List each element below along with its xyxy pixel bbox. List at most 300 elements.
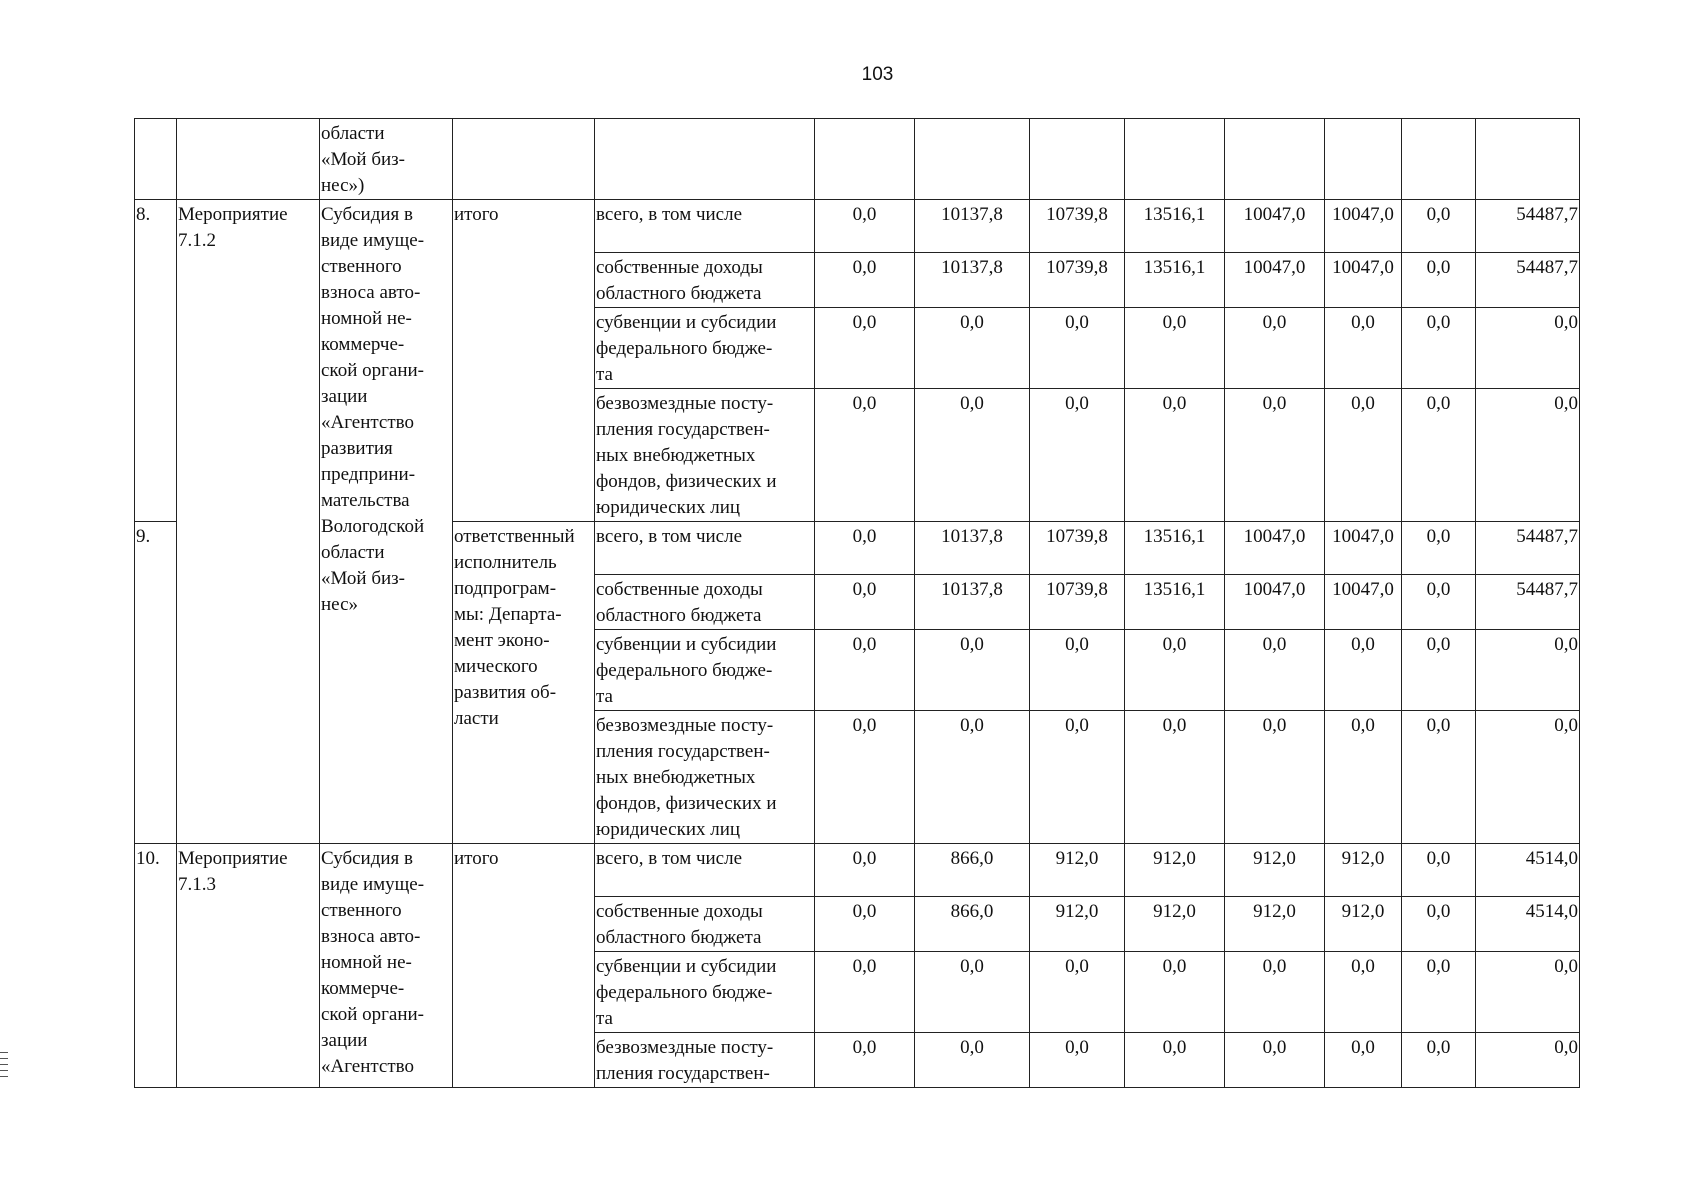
cell-value (1325, 1033, 1402, 1088)
value-text: 912,0 (1341, 848, 1385, 869)
cell-value (815, 522, 915, 575)
cell-value (1476, 711, 1580, 844)
value-text: 4514,0 (1525, 848, 1578, 869)
cell-event (177, 844, 320, 1088)
text-line: ласти (454, 708, 499, 729)
value-text: 866,0 (950, 901, 994, 922)
cell-value (1225, 897, 1325, 952)
scan-edge-marks (0, 1052, 8, 1092)
text-line: ных внебюджетных (596, 767, 756, 788)
value-text: 0,0 (1554, 715, 1578, 736)
text-line: безвозмездные посту- (596, 393, 774, 414)
cell-value (815, 200, 915, 253)
cell-value (815, 253, 915, 308)
cell-value (1325, 844, 1402, 897)
value-text: 0,0 (852, 901, 877, 922)
cell-source (595, 119, 815, 200)
value-text: 0,0 (1162, 393, 1187, 414)
cell-value (1125, 119, 1225, 200)
value-text: 4514,0 (1525, 901, 1578, 922)
value-text: 0,0 (960, 634, 984, 655)
table-row (135, 119, 1580, 200)
text-line: зации (321, 386, 368, 407)
row-number: 8. (136, 204, 151, 225)
value-text: 10739,8 (1046, 257, 1108, 278)
cell-value (1325, 119, 1402, 200)
value-text: 0,0 (1554, 956, 1578, 977)
text-line: федерального бюдже- (596, 338, 773, 359)
cell-value (1476, 1033, 1580, 1088)
value-text: 10047,0 (1332, 204, 1394, 225)
cell-source (595, 897, 815, 952)
cell-value (1402, 119, 1476, 200)
cell-value (1402, 200, 1476, 253)
value-text: 54487,7 (1516, 204, 1578, 225)
value-text: 10047,0 (1243, 257, 1306, 278)
value-text: 0,0 (1162, 634, 1187, 655)
cell-value (1125, 522, 1225, 575)
value-text: 0,0 (1426, 848, 1451, 869)
text-line: развития (321, 438, 393, 459)
text-line: всего, в том числе (596, 204, 743, 225)
cell-value (815, 630, 915, 711)
cell-value (1125, 630, 1225, 711)
text-line: та (596, 1008, 613, 1029)
text-line: всего, в том числе (596, 526, 743, 547)
value-text: 0,0 (1426, 312, 1451, 333)
text-line: пления государствен- (596, 741, 770, 762)
value-text: 54487,7 (1516, 579, 1578, 600)
cell-event (177, 119, 320, 200)
cell-value (1476, 119, 1580, 200)
cell-event (177, 200, 320, 844)
value-text: 10137,8 (941, 257, 1003, 278)
cell-value (915, 1033, 1030, 1088)
cell-source (595, 844, 815, 897)
cell-source (595, 308, 815, 389)
text-line: областного бюджета (596, 927, 762, 948)
value-text: 10739,8 (1046, 204, 1108, 225)
value-text: 10047,0 (1243, 579, 1306, 600)
cell-value (1125, 308, 1225, 389)
value-text: 912,0 (1153, 901, 1196, 922)
cell-value (1030, 711, 1125, 844)
cell-value (1325, 575, 1402, 630)
text-line: 7.1.3 (178, 874, 216, 895)
text-line: Вологодской (321, 516, 425, 537)
cell-value (1030, 308, 1125, 389)
cell-value (815, 1033, 915, 1088)
cell-value (1476, 897, 1580, 952)
text-line: «Агентство (321, 412, 414, 433)
cell-value (1402, 897, 1476, 952)
cell-value (1476, 844, 1580, 897)
value-text: 0,0 (1351, 393, 1375, 414)
text-line: безвозмездные посту- (596, 715, 774, 736)
cell-source (595, 711, 815, 844)
cell-value (1325, 253, 1402, 308)
text-line: Субсидия в (321, 848, 414, 869)
cell-value (915, 522, 1030, 575)
value-text: 10739,8 (1046, 579, 1108, 600)
table-row (135, 200, 1580, 253)
cell-value (1030, 200, 1125, 253)
text-line: мент эконо- (454, 630, 550, 651)
cell-value (1125, 1033, 1225, 1088)
cell-no (135, 200, 177, 522)
text-line: пления государствен- (596, 1063, 770, 1084)
text-line: всего, в том числе (596, 848, 743, 869)
value-text: 10137,8 (941, 579, 1003, 600)
value-text: 0,0 (1426, 393, 1451, 414)
cell-value (1402, 522, 1476, 575)
cell-value (1030, 952, 1125, 1033)
cell-value (1325, 308, 1402, 389)
value-text: 0,0 (1351, 312, 1375, 333)
value-text: 0,0 (852, 848, 877, 869)
cell-value (915, 630, 1030, 711)
cell-value (815, 389, 915, 522)
text-line: фондов, физических и (596, 793, 777, 814)
text-line: собственные доходы (596, 257, 763, 278)
text-line: 7.1.2 (178, 230, 216, 251)
cell-value (1476, 630, 1580, 711)
cell-value (1402, 1033, 1476, 1088)
value-text: 0,0 (1351, 1037, 1375, 1058)
cell-value (915, 897, 1030, 952)
text-line: мательства (321, 490, 410, 511)
cell-value (1225, 522, 1325, 575)
value-text: 866,0 (950, 848, 994, 869)
cell-value (1030, 844, 1125, 897)
value-text: 912,0 (1253, 901, 1296, 922)
cell-value (1402, 308, 1476, 389)
value-text: 0,0 (960, 1037, 984, 1058)
text-line: субвенции и субсидии (596, 312, 777, 333)
text-line: предприни- (321, 464, 416, 485)
text-line: коммерче- (321, 978, 405, 999)
value-text: 0,0 (1351, 956, 1375, 977)
text-line: федерального бюдже- (596, 982, 773, 1003)
text-line: итого (454, 848, 499, 869)
cell-source (595, 1033, 815, 1088)
value-text: 0,0 (1426, 715, 1451, 736)
cell-value (1225, 844, 1325, 897)
cell-source (595, 200, 815, 253)
value-text: 13516,1 (1143, 257, 1206, 278)
cell-value (915, 389, 1030, 522)
cell-value (1476, 522, 1580, 575)
cell-no (135, 522, 177, 844)
value-text: 912,0 (1055, 901, 1099, 922)
value-text: 0,0 (1065, 715, 1089, 736)
text-line: подпрограм- (454, 578, 557, 599)
value-text: 0,0 (1426, 901, 1451, 922)
value-text: 0,0 (1262, 393, 1287, 414)
value-text: 0,0 (960, 715, 984, 736)
cell-value (1225, 575, 1325, 630)
cell-value (1325, 897, 1402, 952)
cell-value (1402, 711, 1476, 844)
cell-value (1225, 1033, 1325, 1088)
text-line: субвенции и субсидии (596, 634, 777, 655)
cell-source (595, 630, 815, 711)
text-line: нес») (321, 175, 365, 196)
cell-value (1125, 253, 1225, 308)
text-line: субвенции и субсидии (596, 956, 777, 977)
value-text: 0,0 (852, 393, 877, 414)
cell-value (1030, 522, 1125, 575)
cell-value (915, 952, 1030, 1033)
value-text: 912,0 (1055, 848, 1099, 869)
value-text: 0,0 (1554, 312, 1578, 333)
text-line: та (596, 364, 613, 385)
cell-value (815, 575, 915, 630)
cell-value (1325, 200, 1402, 253)
value-text: 0,0 (1426, 257, 1451, 278)
value-text: 0,0 (1065, 1037, 1089, 1058)
cell-value (915, 253, 1030, 308)
value-text: 0,0 (852, 1037, 877, 1058)
text-line: мы: Департа- (454, 604, 562, 625)
cell-value (815, 308, 915, 389)
row-number: 9. (136, 526, 151, 547)
cell-value (1125, 952, 1225, 1033)
value-text: 0,0 (1426, 579, 1451, 600)
text-line: коммерче- (321, 334, 405, 355)
value-text: 13516,1 (1143, 579, 1206, 600)
cell-value (1125, 711, 1225, 844)
cell-responsible (453, 522, 595, 844)
cell-value (1325, 711, 1402, 844)
value-text: 0,0 (852, 312, 877, 333)
cell-value (1476, 253, 1580, 308)
value-text: 0,0 (852, 204, 877, 225)
cell-name (320, 844, 453, 1088)
text-line: федерального бюдже- (596, 660, 773, 681)
value-text: 10137,8 (941, 204, 1003, 225)
cell-value (1225, 711, 1325, 844)
table-row (135, 844, 1580, 897)
value-text: 0,0 (960, 312, 984, 333)
value-text: 54487,7 (1516, 526, 1578, 547)
text-line: ответственный (454, 526, 575, 547)
table-body (135, 119, 1580, 1088)
text-line: номной не- (321, 308, 412, 329)
cell-value (815, 844, 915, 897)
value-text: 0,0 (1554, 634, 1578, 655)
cell-value (1125, 575, 1225, 630)
value-text: 0,0 (852, 956, 877, 977)
cell-no (135, 844, 177, 1088)
text-line: области (321, 123, 385, 144)
cell-value (1030, 897, 1125, 952)
cell-value (815, 119, 915, 200)
text-line: фондов, физических и (596, 471, 777, 492)
text-line: ственного (321, 256, 402, 277)
value-text: 0,0 (960, 956, 984, 977)
text-line: виде имуще- (321, 874, 425, 895)
text-line: «Мой биз- (321, 149, 406, 170)
text-line: ных внебюджетных (596, 445, 756, 466)
cell-value (1402, 253, 1476, 308)
text-line: мического (454, 656, 538, 677)
cell-value (815, 952, 915, 1033)
cell-value (915, 844, 1030, 897)
value-text: 0,0 (1162, 956, 1187, 977)
value-text: 0,0 (852, 526, 877, 547)
value-text: 0,0 (1262, 634, 1287, 655)
value-text: 13516,1 (1143, 526, 1206, 547)
cell-name (320, 200, 453, 844)
cell-responsible (453, 200, 595, 522)
value-text: 0,0 (1351, 715, 1375, 736)
text-line: областного бюджета (596, 283, 762, 304)
cell-value (1225, 308, 1325, 389)
cell-value (1030, 253, 1125, 308)
cell-value (1225, 253, 1325, 308)
cell-responsible (453, 844, 595, 1088)
cell-value (1402, 575, 1476, 630)
text-line: «Агентство (321, 1056, 414, 1077)
cell-responsible (453, 119, 595, 200)
text-line: Субсидия в (321, 204, 414, 225)
value-text: 10739,8 (1046, 526, 1108, 547)
value-text: 0,0 (1351, 634, 1375, 655)
cell-value (1325, 522, 1402, 575)
value-text: 0,0 (1554, 393, 1578, 414)
text-line: взноса авто- (321, 282, 421, 303)
value-text: 0,0 (1554, 1037, 1578, 1058)
text-line: юридических лиц (596, 819, 741, 840)
cell-value (1225, 119, 1325, 200)
value-text: 10047,0 (1332, 257, 1394, 278)
cell-value (1476, 952, 1580, 1033)
cell-value (1476, 200, 1580, 253)
cell-value (815, 711, 915, 844)
cell-value (1030, 1033, 1125, 1088)
cell-value (1402, 630, 1476, 711)
cell-value (1402, 952, 1476, 1033)
text-line: зации (321, 1030, 368, 1051)
cell-value (1325, 389, 1402, 522)
cell-value (1125, 844, 1225, 897)
cell-value (915, 575, 1030, 630)
text-line: ской органи- (321, 360, 425, 381)
cell-value (1030, 575, 1125, 630)
value-text: 0,0 (852, 634, 877, 655)
cell-value (1030, 630, 1125, 711)
cell-value (1030, 389, 1125, 522)
text-line: юридических лиц (596, 497, 741, 518)
value-text: 0,0 (1162, 715, 1187, 736)
cell-source (595, 522, 815, 575)
cell-value (1125, 200, 1225, 253)
text-line: Мероприятие (178, 848, 288, 869)
cell-value (1476, 575, 1580, 630)
cell-value (1125, 897, 1225, 952)
value-text: 0,0 (960, 393, 984, 414)
text-line: исполнитель (454, 552, 557, 573)
value-text: 10047,0 (1243, 526, 1306, 547)
cell-name (320, 119, 453, 200)
value-text: 912,0 (1253, 848, 1296, 869)
value-text: 0,0 (1162, 1037, 1187, 1058)
text-line: собственные доходы (596, 579, 763, 600)
cell-value (1402, 844, 1476, 897)
value-text: 0,0 (852, 715, 877, 736)
cell-value (1030, 119, 1125, 200)
cell-value (1125, 389, 1225, 522)
value-text: 0,0 (1426, 956, 1451, 977)
text-line: «Мой биз- (321, 568, 406, 589)
value-text: 0,0 (852, 257, 877, 278)
cell-value (1225, 630, 1325, 711)
value-text: 0,0 (1426, 204, 1451, 225)
value-text: 912,0 (1153, 848, 1196, 869)
value-text: 0,0 (1162, 312, 1187, 333)
value-text: 13516,1 (1143, 204, 1206, 225)
text-line: собственные доходы (596, 901, 763, 922)
value-text: 0,0 (1262, 1037, 1287, 1058)
value-text: 10137,8 (941, 526, 1003, 547)
value-text: 0,0 (1426, 634, 1451, 655)
value-text: 0,0 (1262, 312, 1287, 333)
cell-value (915, 308, 1030, 389)
page-number: 103 (861, 64, 894, 85)
text-line: номной не- (321, 952, 412, 973)
cell-source (595, 952, 815, 1033)
row-number: 10. (136, 848, 160, 869)
value-text: 912,0 (1341, 901, 1385, 922)
cell-source (595, 575, 815, 630)
cell-value (1225, 952, 1325, 1033)
text-line: безвозмездные посту- (596, 1037, 774, 1058)
value-text: 0,0 (1065, 312, 1089, 333)
cell-value (1225, 389, 1325, 522)
cell-no (135, 119, 177, 200)
cell-value (815, 897, 915, 952)
cell-value (915, 200, 1030, 253)
text-line: ственного (321, 900, 402, 921)
value-text: 0,0 (1262, 715, 1287, 736)
cell-value (1325, 952, 1402, 1033)
text-line: итого (454, 204, 499, 225)
text-line: развития об- (454, 682, 557, 703)
text-line: та (596, 686, 613, 707)
value-text: 10047,0 (1243, 204, 1306, 225)
value-text: 10047,0 (1332, 526, 1394, 547)
value-text: 0,0 (1426, 1037, 1451, 1058)
cell-source (595, 389, 815, 522)
text-line: Мероприятие (178, 204, 288, 225)
cell-value (915, 119, 1030, 200)
text-line: нес» (321, 594, 359, 615)
value-text: 0,0 (1065, 393, 1089, 414)
value-text: 0,0 (1065, 634, 1089, 655)
value-text: 10047,0 (1332, 579, 1394, 600)
value-text: 0,0 (1262, 956, 1287, 977)
text-line: ской органи- (321, 1004, 425, 1025)
budget-table (134, 118, 1580, 1088)
value-text: 0,0 (852, 579, 877, 600)
cell-value (1325, 630, 1402, 711)
value-text: 0,0 (1065, 956, 1089, 977)
cell-value (1476, 389, 1580, 522)
value-text: 54487,7 (1516, 257, 1578, 278)
value-text: 0,0 (1426, 526, 1451, 547)
text-line: пления государствен- (596, 419, 770, 440)
